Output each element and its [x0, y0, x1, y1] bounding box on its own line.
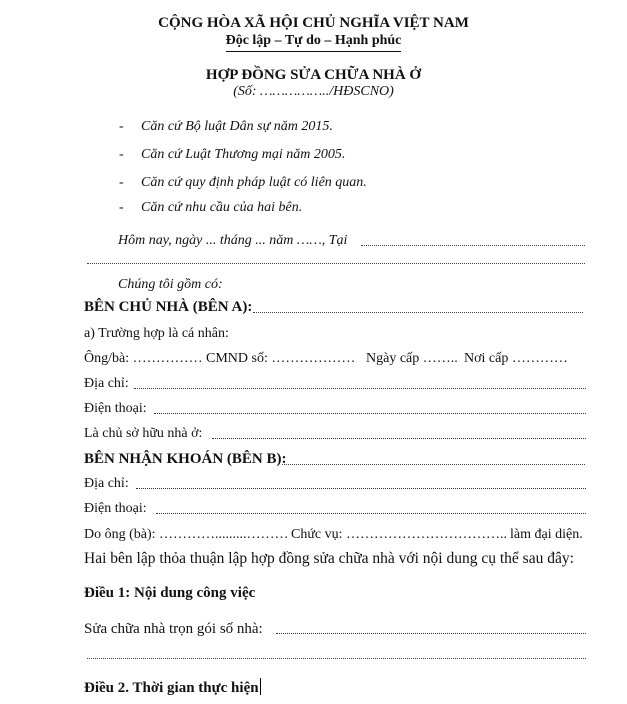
case-individual-label: a) Trường hợp là cá nhân: [84, 326, 229, 341]
party-b-fill[interactable] [282, 464, 585, 465]
address-label: Địa chỉ: [84, 476, 129, 491]
party-a-fill[interactable] [253, 312, 583, 313]
phone-label: Điện thoại: [84, 501, 147, 516]
issue-place-field[interactable]: Nơi cấp ………… [464, 351, 568, 366]
location-fill[interactable] [361, 245, 585, 246]
address-field[interactable] [136, 488, 586, 489]
nation-heading: CỘNG HÒA XÃ HỘI CHỦ NGHĨA VIỆT NAM [158, 15, 469, 31]
house-number-label: Sửa chữa nhà trọn gói số nhà: [84, 621, 263, 637]
phone-field[interactable] [156, 513, 586, 514]
dash-bullet: - [119, 147, 124, 162]
representative-field[interactable]: Do ông (bà): ………….........……… [84, 527, 289, 542]
party-a-owner-row [84, 425, 586, 443]
house-number-field[interactable] [276, 633, 586, 634]
party-b-heading: BÊN NHẬN KHOÁN (BÊN B): [84, 451, 287, 467]
name-field[interactable]: Ông/bà: …………… [84, 351, 203, 366]
dash-bullet: - [119, 175, 124, 190]
we-include-text: Chúng tôi gồm có: [118, 277, 223, 292]
issue-date-field[interactable]: Ngày cấp …….. [366, 351, 458, 366]
legal-basis-text: Căn cứ quy định pháp luật có liên quan. [141, 175, 367, 190]
party-b-phone-row [84, 500, 586, 518]
legal-basis-text: Căn cứ nhu cầu của hai bên. [141, 200, 303, 215]
dash-bullet: - [119, 119, 124, 134]
dash-bullet: - [119, 200, 124, 215]
agreement-text: Hai bên lập thỏa thuận lập hợp đồng sửa chữa nhà với nội dung cụ thể sau đây: [84, 550, 574, 567]
phone-label: Điện thoại: [84, 401, 147, 416]
address-field[interactable] [134, 388, 586, 389]
rep-suffix: làm đại diện. [510, 527, 583, 542]
address-label: Địa chỉ: [84, 376, 129, 391]
legal-basis-text: Căn cứ Luật Thương mại năm 2005. [141, 147, 346, 162]
contract-title: HỢP ĐỒNG SỬA CHỮA NHÀ Ở [205, 67, 422, 83]
party-b-address-row [84, 475, 586, 493]
party-a-phone-row [84, 400, 586, 418]
id-number-field[interactable]: CMND số: ……………… [206, 351, 356, 366]
article-1-fill-line-2[interactable] [87, 658, 586, 659]
party-a-address-row [84, 375, 586, 393]
article-2-title: Điều 2. Thời gian thực hiện [84, 680, 259, 696]
party-a-heading: BÊN CHỦ NHÀ (BÊN A): [84, 299, 253, 315]
article-1-title: Điều 1: Nội dung công việc [84, 585, 256, 601]
today-text: Hôm nay, ngày ... tháng ... năm ……, Tại [118, 233, 348, 248]
text-cursor [260, 678, 261, 695]
owner-label: Là chủ sở hữu nhà ở: [84, 426, 203, 441]
contract-number: (Số: ……………../HĐSCNO) [233, 84, 394, 99]
owner-field[interactable] [212, 438, 586, 439]
motto-line [0, 32, 627, 52]
location-fill-line-2[interactable] [87, 263, 585, 264]
position-field[interactable]: Chức vụ: …………………………….. [291, 527, 508, 542]
article-1-body-row [84, 620, 586, 638]
legal-basis-text: Căn cứ Bộ luật Dân sự năm 2015. [141, 119, 333, 134]
motto-text: Độc lập – Tự do – Hạnh phúc [226, 32, 402, 52]
phone-field[interactable] [154, 413, 586, 414]
article-2-title-line [84, 678, 261, 697]
